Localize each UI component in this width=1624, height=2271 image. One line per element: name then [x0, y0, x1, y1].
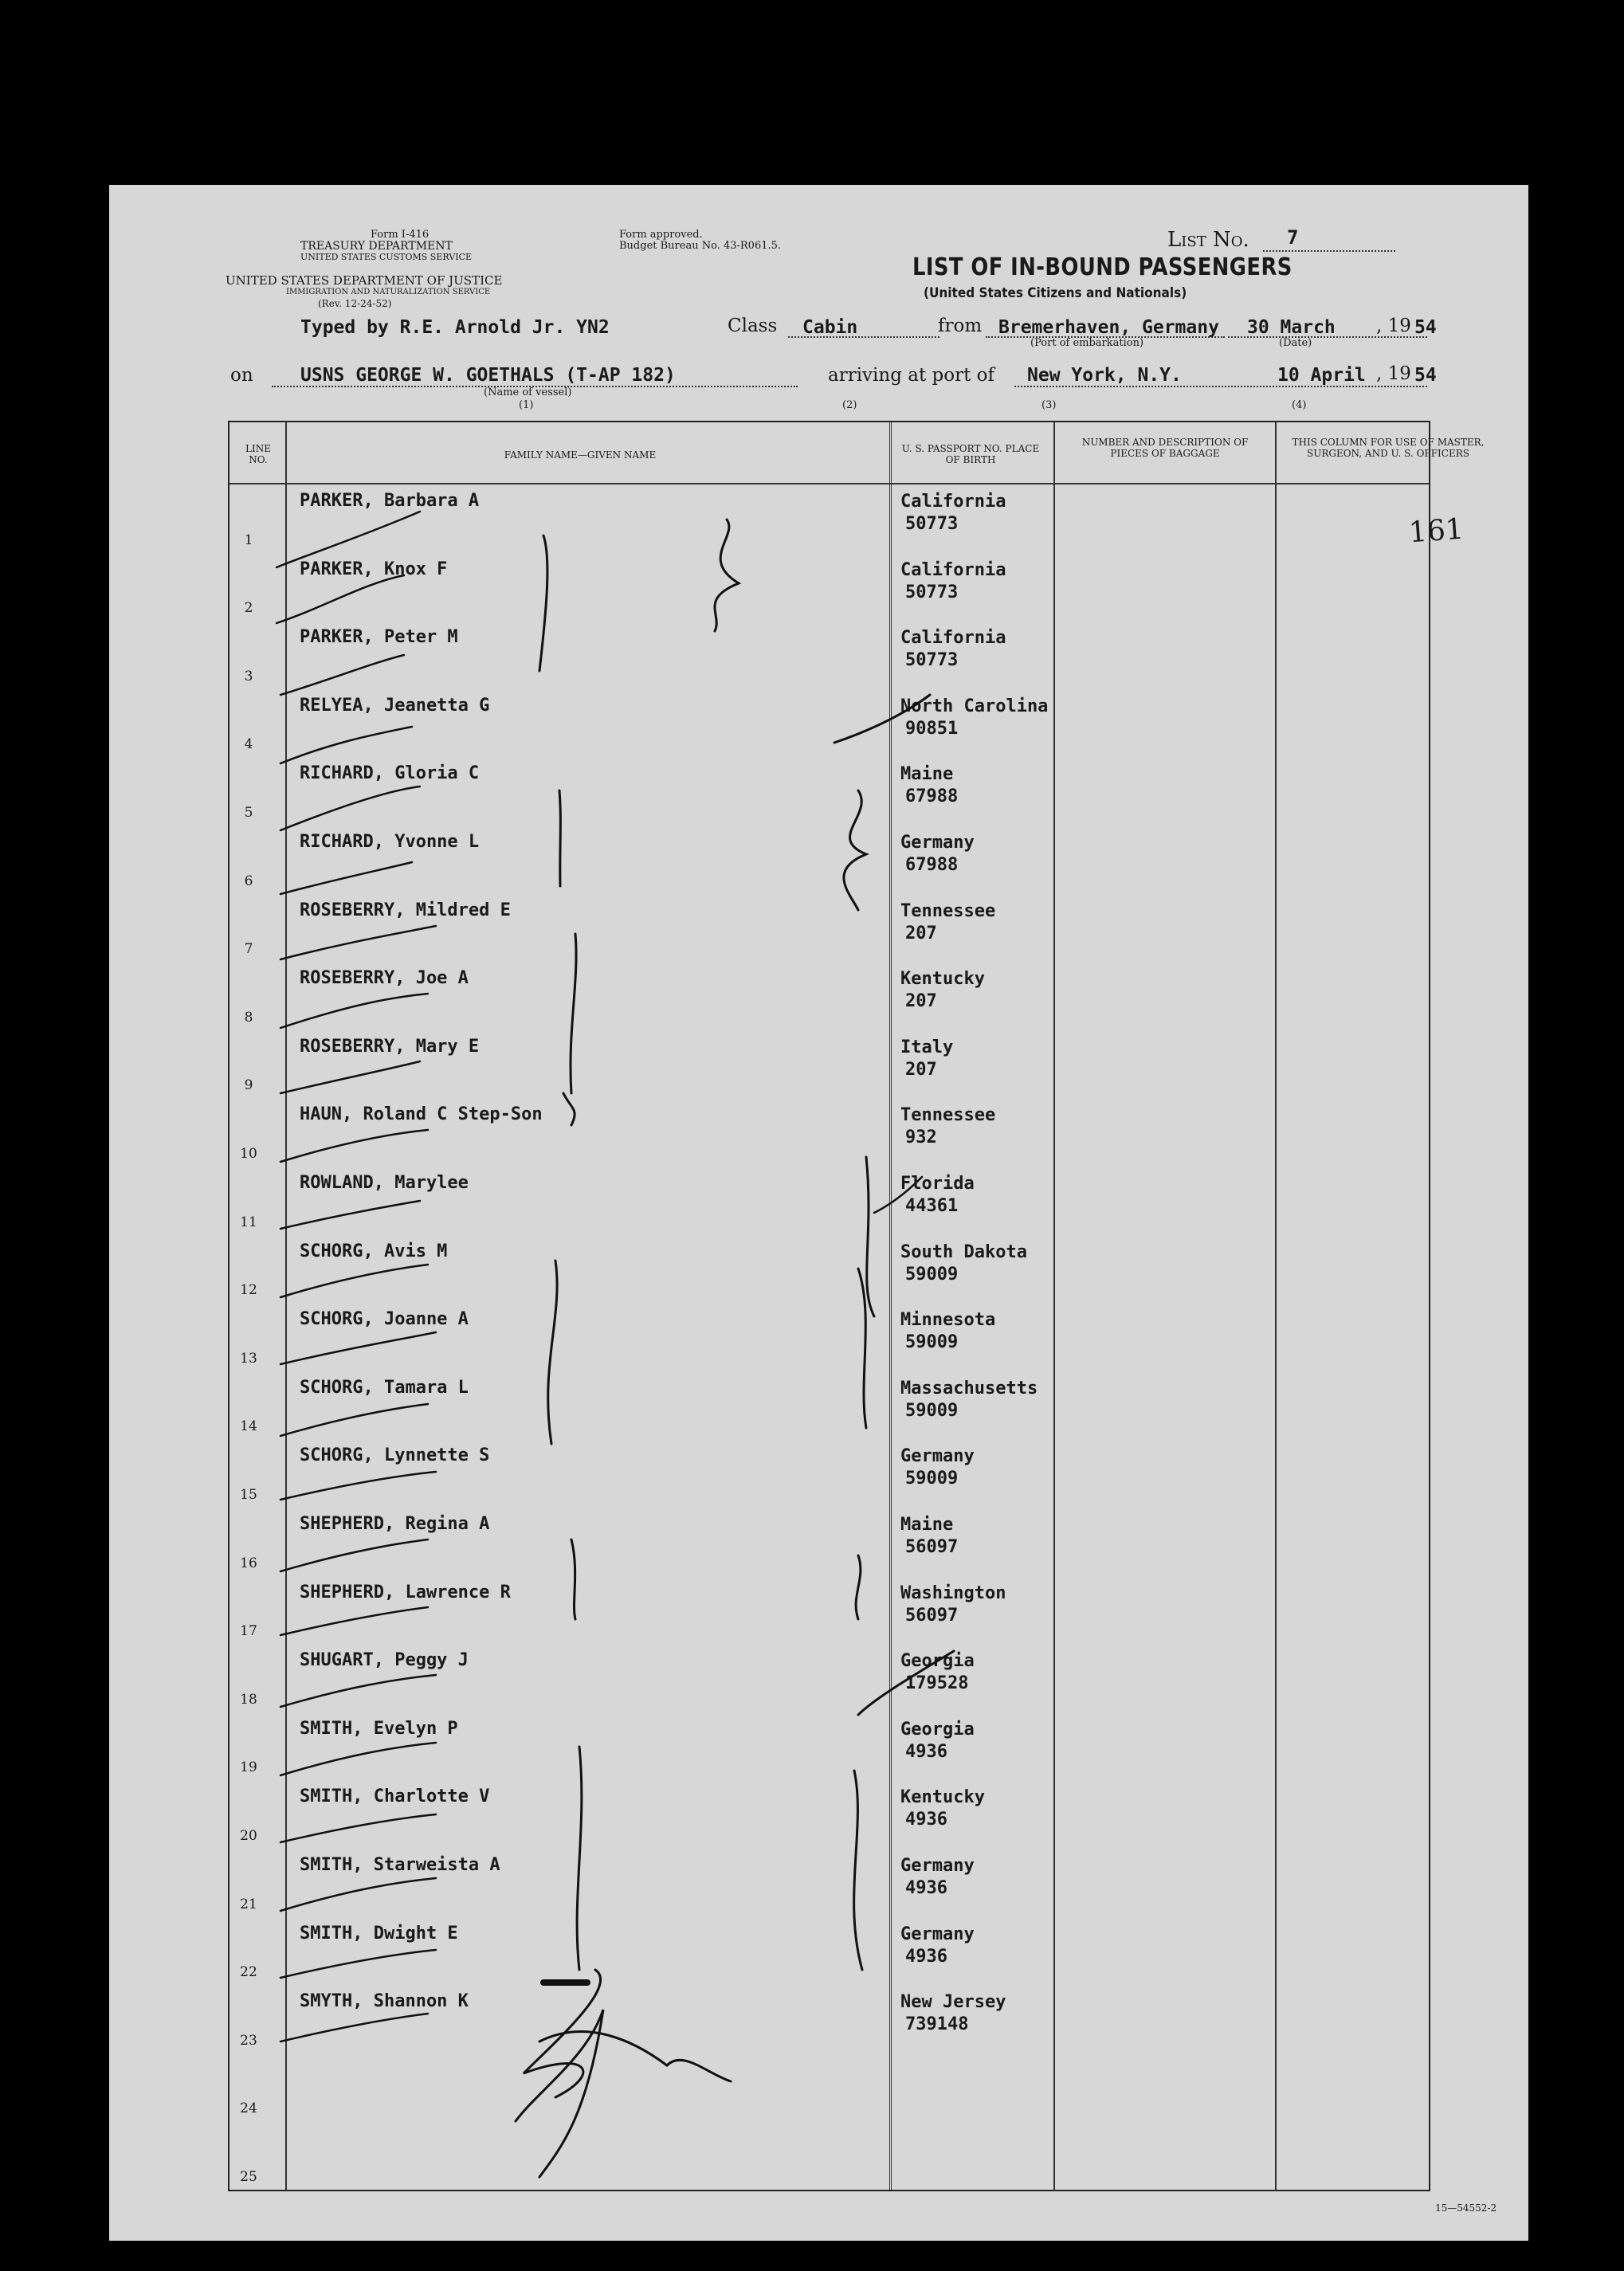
table-row [229, 1098, 1429, 1167]
passenger-name: SHEPHERD, Regina A [300, 1514, 490, 1534]
justice-dept: UNITED STATES DEPARTMENT OF JUSTICE [226, 273, 503, 288]
place-of-birth: Germany [900, 1856, 975, 1876]
passenger-name: SHUGART, Peggy J [300, 1650, 469, 1671]
place-of-birth: Tennessee [900, 900, 996, 921]
place-of-birth: Maine [900, 1515, 954, 1535]
passport-number: 739148 [905, 2014, 969, 2035]
port-underline [1014, 386, 1427, 387]
passenger-name: SMYTH, Shannon K [300, 1991, 469, 2012]
form-title: LIST OF IN-BOUND PASSENGERS [912, 253, 1293, 281]
port-of-embarkation: Bremerhaven, Germany [998, 317, 1219, 338]
table-row [229, 826, 1429, 894]
place-of-birth: California [900, 492, 1006, 512]
passenger-name: SCHORG, Lynnette S [300, 1445, 490, 1466]
arrival-year: 54 [1414, 365, 1437, 386]
place-of-birth: Italy [900, 1037, 954, 1057]
place-of-birth: Germany [900, 1446, 975, 1467]
col-header-officers: THIS COLUMN FOR USE OF MASTER, SURGEON, AND U. S. OFFICERS [1292, 437, 1485, 459]
line-number: 23 [240, 2032, 257, 2049]
passport-number: 44361 [905, 1196, 959, 1216]
passport-number: 4936 [905, 1946, 947, 1967]
col-header-passport: U. S. PASSPORT NO. PLACE OF BIRTH [901, 443, 1040, 465]
table-row [229, 1985, 1429, 2053]
line-number: 24 [240, 2100, 257, 2117]
table-row [229, 1303, 1429, 1371]
embark-caption: (Port of embarkation) [1030, 337, 1144, 349]
place-of-birth: Georgia [900, 1651, 975, 1672]
arrival-year-prefix: , 19 [1376, 363, 1411, 384]
treasury-dept: TREASURY DEPARTMENT [300, 240, 453, 253]
passport-number: 4936 [905, 1878, 947, 1898]
arriving-label: arriving at port of [828, 365, 994, 386]
line-number: 10 [240, 1145, 257, 1162]
passport-number: 67988 [905, 855, 959, 875]
vessel-caption: (Name of vessel) [484, 386, 572, 398]
line-number: 9 [244, 1077, 253, 1094]
from-label: from [938, 316, 983, 336]
departure-year: 54 [1414, 317, 1437, 338]
passport-number: 56097 [905, 1605, 959, 1626]
passenger-name: SMITH, Starweista A [300, 1855, 500, 1875]
line-number: 22 [240, 1964, 257, 1981]
passport-number: 67988 [905, 786, 959, 807]
table-row [229, 1371, 1429, 1440]
class-value: Cabin [802, 317, 858, 338]
table-row [229, 1508, 1429, 1576]
line-number: 21 [240, 1896, 257, 1912]
place-of-birth: South Dakota [900, 1241, 1027, 1262]
arrival-port: New York, N.Y. [1027, 365, 1182, 386]
line-number: 12 [240, 1282, 257, 1299]
col-header-baggage: NUMBER AND DESCRIPTION OF PIECES OF BAGGAGE [1081, 437, 1249, 459]
date-caption: (Date) [1279, 337, 1312, 349]
table-row [229, 2053, 1429, 2122]
passport-number: 50773 [905, 582, 959, 602]
arrival-date: 10 April [1277, 365, 1366, 386]
col3-number: (3) [1041, 399, 1057, 411]
passenger-name: SMITH, Evelyn P [300, 1718, 458, 1739]
passport-number: 59009 [905, 1469, 959, 1489]
budget-bureau: Budget Bureau No. 43-R061.5. [619, 240, 782, 252]
officer-stamp-number: 161 [1407, 512, 1465, 550]
passenger-name: HAUN, Roland C Step-Son [300, 1104, 543, 1125]
passenger-name: ROSEBERRY, Mildred E [300, 900, 511, 920]
vessel-name: USNS GEORGE W. GOETHALS (T-AP 182) [300, 365, 676, 386]
line-number: 17 [240, 1623, 257, 1640]
line-number: 3 [244, 668, 253, 684]
passenger-name: ROSEBERRY, Mary E [300, 1036, 480, 1057]
table-row [229, 1235, 1429, 1304]
line-number: 13 [240, 1350, 257, 1367]
passport-number: 50773 [905, 650, 959, 671]
line-number: 2 [244, 600, 253, 617]
place-of-birth: Germany [900, 1924, 975, 1944]
passport-number: 59009 [905, 1400, 959, 1421]
table-row [229, 621, 1429, 689]
line-number: 15 [240, 1486, 257, 1503]
table-row [229, 1780, 1429, 1849]
col-header-line-no: LINE NO. [245, 443, 271, 465]
departure-year-prefix: , 19 [1376, 316, 1411, 336]
list-no-value: 7 [1287, 226, 1299, 249]
passenger-name: SMITH, Dwight E [300, 1923, 458, 1943]
line-number: 25 [240, 2168, 257, 2185]
place-of-birth: California [900, 628, 1006, 649]
line-number: 7 [244, 941, 253, 958]
passport-number: 59009 [905, 1264, 959, 1285]
passenger-name: SMITH, Charlotte V [300, 1787, 490, 1807]
line-number: 8 [244, 1009, 253, 1026]
place-of-birth: North Carolina [900, 696, 1049, 716]
col4-number: (4) [1292, 399, 1307, 411]
passport-number: 50773 [905, 514, 959, 534]
table-row [229, 962, 1429, 1030]
place-of-birth: Georgia [900, 1719, 975, 1740]
line-number: 11 [240, 1214, 257, 1230]
table-row [229, 689, 1429, 758]
passenger-name: SHEPHERD, Lawrence R [300, 1582, 511, 1602]
passenger-name: SCHORG, Avis M [300, 1241, 448, 1261]
line-number: 19 [240, 1759, 257, 1776]
table-row [229, 757, 1429, 826]
table-row [229, 1917, 1429, 1986]
manifest-page [109, 185, 1528, 2241]
passenger-name: PARKER, Knox F [300, 559, 448, 579]
passenger-name: ROWLAND, Marylee [300, 1173, 469, 1193]
line-number: 5 [244, 804, 253, 821]
table-row [229, 1030, 1429, 1099]
col-header-name: FAMILY NAME—GIVEN NAME [504, 449, 657, 461]
col2-number: (2) [842, 399, 857, 411]
line-number: 1 [244, 531, 253, 548]
departure-date: 30 March [1247, 317, 1336, 338]
passport-number: 56097 [905, 1537, 959, 1557]
place-of-birth: Maine [900, 764, 954, 785]
passport-number: 90851 [905, 718, 959, 739]
place-of-birth: Minnesota [900, 1310, 996, 1331]
on-label: on [230, 365, 253, 386]
line-number: 18 [240, 1691, 257, 1708]
passport-number: 179528 [905, 1673, 969, 1694]
place-of-birth: Tennessee [900, 1105, 996, 1126]
revision: (Rev. 12-24-52) [318, 298, 392, 309]
table-row [229, 484, 1429, 553]
passenger-name: PARKER, Barbara A [300, 491, 480, 511]
place-of-birth: Washington [900, 1583, 1006, 1603]
list-no-underline [1263, 250, 1395, 252]
place-of-birth: Kentucky [900, 969, 985, 990]
passport-number: 4936 [905, 1741, 947, 1762]
place-of-birth: New Jersey [900, 1992, 1006, 2013]
table-row [229, 2121, 1429, 2190]
ins-service: IMMIGRATION AND NATURALIZATION SERVICE [286, 288, 491, 296]
passenger-name: SCHORG, Joanne A [300, 1309, 469, 1330]
place-of-birth: Kentucky [900, 1787, 985, 1808]
form-number: Form I-416 [371, 229, 430, 241]
passport-number: 207 [905, 1059, 937, 1080]
form-subtitle: (United States Citizens and Nationals) [924, 285, 1187, 301]
passport-number: 4936 [905, 1810, 947, 1830]
typed-by: Typed by R.E. Arnold Jr. YN2 [300, 317, 610, 338]
line-number: 6 [244, 873, 253, 889]
footer-code: 15—54552-2 [1435, 2202, 1497, 2214]
place-of-birth: Germany [900, 833, 975, 853]
passenger-name: RICHARD, Gloria C [300, 763, 480, 784]
passport-number: 207 [905, 923, 937, 943]
table-row [229, 1576, 1429, 1645]
passport-number: 207 [905, 991, 937, 1012]
place-of-birth: California [900, 559, 1006, 580]
table-row [229, 1712, 1429, 1781]
passport-number: 932 [905, 1128, 937, 1148]
place-of-birth: Florida [900, 1174, 975, 1194]
form-approved: Form approved. [619, 229, 703, 241]
table-row [229, 1849, 1429, 1917]
table-row [229, 553, 1429, 622]
table-row [229, 1167, 1429, 1235]
passenger-name: RELYEA, Jeanetta G [300, 695, 490, 716]
table-row [229, 1439, 1429, 1508]
passport-number: 59009 [905, 1332, 959, 1353]
list-no-label: List No. [1167, 228, 1249, 252]
passenger-name: PARKER, Peter M [300, 627, 458, 648]
class-label: Class [728, 316, 778, 336]
passenger-table [228, 421, 1485, 2191]
col1-number: (1) [519, 399, 534, 411]
table-row [229, 1644, 1429, 1712]
passenger-name: RICHARD, Yvonne L [300, 832, 480, 852]
place-of-birth: Massachusetts [900, 1378, 1038, 1398]
passenger-name: ROSEBERRY, Joe A [300, 968, 469, 989]
line-number: 4 [244, 736, 253, 753]
line-number: 14 [240, 1418, 257, 1435]
line-number: 16 [240, 1555, 257, 1571]
line-number: 20 [240, 1827, 257, 1844]
passenger-name: SCHORG, Tamara L [300, 1377, 469, 1398]
table-row [229, 894, 1429, 963]
customs-service: UNITED STATES CUSTOMS SERVICE [300, 252, 472, 262]
